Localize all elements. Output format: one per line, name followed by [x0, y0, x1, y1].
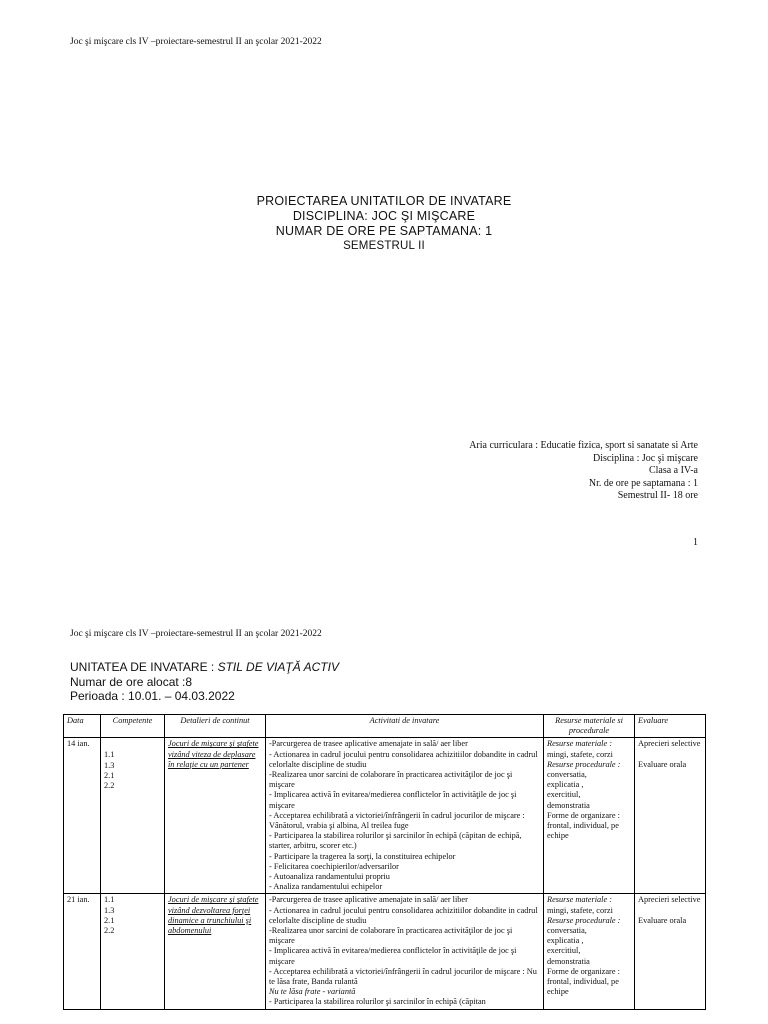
activity-item: - Analiza randamentului echipelor [269, 882, 383, 892]
page-header: Joc şi mişcare cls IV –proiectare-semestrul II an şcolar 2021-2022 [70, 37, 322, 47]
activity-item: - Actionarea in cadrul jocului pentru consolidarea achizitiilor dobandite in cadrul celorlalte discipline de studiu [269, 905, 538, 925]
date-cell: 21 ian. [64, 894, 101, 1009]
content-detail-cell [165, 894, 266, 1009]
competence-code: 1.3 [104, 760, 115, 770]
activity-item: - Implicarea activă în evitarea/medierea conflictelor în activităţile de joc şi mişcare [269, 946, 517, 966]
page-number: 1 [693, 537, 698, 548]
column-header: Activitati de invatare [266, 715, 544, 738]
activity-item: - Participare la tragerea la sorţi, la constituirea echipelor [269, 851, 456, 861]
resource-item: explicatia , [547, 780, 584, 790]
content-detail: Jocuri de mişcare şi ştafete vizând dezvoltarea forţei dinamice a trunchiului şi abdomenului [168, 895, 259, 936]
date-cell: 14 ian. [64, 738, 101, 894]
title-line: NUMAR DE ORE PE SAPTAMANA: 1 [275, 224, 493, 238]
unit-period: Perioada : 10.01. – 04.03.2022 [70, 689, 235, 703]
resource-item: Resurse procedurale : [547, 759, 621, 769]
activity-item: - Participarea la stabilirea rolurilor şi sarcinilor în echipă (căpitan de echipă, starter, arbitru, scorer etc.) [269, 831, 522, 851]
table-row [64, 894, 706, 1009]
document-title [0, 194, 768, 254]
evaluation-item: Evaluare orala [638, 759, 687, 769]
curriculum-info [469, 440, 698, 503]
unit-name: STIL DE VIAŢĂ ACTIV [217, 660, 339, 674]
title-line: SEMESTRUL II [343, 240, 425, 252]
resource-item: demonstratia [547, 800, 590, 810]
activity-item: - Actionarea in cadrul jocului pentru consolidarea achizitiilor dobandite in cadrul celorlalte discipline de studiu [269, 749, 538, 769]
table-row [64, 738, 706, 894]
lesson-plan-table [63, 714, 706, 1010]
info-line: Clasa a IV-a [648, 465, 698, 476]
info-line: Nr. de ore pe saptamana : 1 [588, 477, 698, 489]
info-line: Semestrul II- 18 ore [617, 490, 698, 501]
info-line: Disciplina : Joc şi mişcare [593, 452, 698, 464]
content-detail-cell [165, 738, 266, 894]
resource-item: mingi, stafete, corzi [547, 905, 613, 915]
resource-item: Resurse materiale : [547, 895, 612, 905]
evaluation-item: Evaluare orala [638, 915, 687, 925]
resource-item: Forme de organizare : frontal, individual, pe echipe [547, 966, 620, 997]
competence-code: 2.1 [104, 770, 115, 780]
resource-item: explicatia , [547, 936, 584, 946]
activity-item: - Implicarea activă în evitarea/medierea conflictelor în activităţile de joc şi mişcare [269, 790, 517, 810]
competence-code: 2.1 [104, 915, 115, 925]
evaluation-cell [635, 894, 706, 1009]
column-header: Data [64, 715, 101, 738]
title-line: PROIECTAREA UNITATILOR DE INVATARE [256, 194, 512, 208]
activity-item: Nu te lăsa frate - variantă [269, 987, 356, 997]
activity-item: -Parcurgerea de trasee aplicative amenajate in sală/ aer liber [269, 739, 468, 749]
competente-cell [101, 738, 165, 894]
activity-item: - Acceptarea echilibrată a victoriei/înfrângerii în cadrul jocurilor de mişcare : Nu te lăsa frate, Banda rulantă [269, 966, 537, 987]
competence-code: 1.1 [104, 750, 115, 760]
unit-info [70, 660, 339, 704]
competence-code: 1.3 [104, 905, 115, 915]
competente-cell [101, 894, 165, 1009]
evaluation-item: Aprecieri selective [638, 739, 701, 749]
unit-hours: Numar de ore alocat :8 [70, 674, 193, 689]
resource-item: Resurse materiale : [547, 739, 612, 749]
resource-item: demonstratia [547, 956, 590, 966]
evaluation-cell [635, 738, 706, 894]
column-header: Evaluare [635, 715, 706, 738]
table-header-row [64, 715, 706, 738]
resources-cell [544, 738, 635, 894]
resource-item: exercitiul, [547, 946, 581, 956]
competence-code: 2.2 [104, 926, 115, 936]
column-header: Resurse materiale si procedurale [544, 715, 635, 738]
activity-item: - Participarea la stabilirea rolurilor şi sarcinilor în echipă (căpitan [269, 997, 486, 1007]
evaluation-item: Aprecieri selective [638, 895, 701, 905]
resource-item: exercitiul, [547, 790, 581, 800]
resource-item: conversatia, [547, 770, 587, 780]
info-line: Aria curriculara : Educatie fizica, sport si sanatate si Arte [469, 440, 698, 451]
title-line: DISCIPLINA: JOC ŞI MIŞCARE [292, 209, 476, 223]
activities-cell [266, 738, 544, 894]
content-detail: Jocuri de mişcare şi ştafete vizând viteza de deplasare în relaţie cu un partener [168, 739, 259, 769]
resource-item: mingi, stafete, corzi [547, 749, 613, 759]
column-header: Detalieri de continut [165, 715, 266, 738]
resource-item: conversatia, [547, 926, 587, 936]
competence-code: 2.2 [104, 781, 115, 791]
activity-item: - Autoanaliza randamentului propriu [269, 872, 390, 882]
activity-item: -Realizarea unor sarcini de colaborare în practicarea activităţilor de joc şi mişcare [269, 926, 513, 946]
resources-cell [544, 894, 635, 1009]
activity-item: - Acceptarea echilibrată a victoriei/înfrângerii în cadrul jocurilor de mişcare : Vânătorul, vrabia şi albina, Al treilea fuge [269, 810, 525, 831]
resource-item: Resurse procedurale : [547, 915, 621, 925]
activity-item: - Felicitarea coechipierilor/adversarilor [269, 861, 399, 871]
activity-item: -Parcurgerea de trasee aplicative amenajate in sală/ aer liber [269, 895, 468, 905]
page-header: Joc şi mişcare cls IV –proiectare-semestrul II an şcolar 2021-2022 [70, 629, 322, 639]
resource-item: Forme de organizare : frontal, individual, pe echipe [547, 810, 620, 841]
activity-item: -Realizarea unor sarcini de colaborare în practicarea activităţilor de joc şi mişcare [269, 770, 513, 790]
column-header: Competente [101, 715, 165, 738]
unit-label: UNITATEA DE INVATARE : [70, 660, 215, 674]
unit-title [70, 660, 339, 675]
activities-cell [266, 894, 544, 1009]
competence-code: 1.1 [104, 895, 115, 905]
